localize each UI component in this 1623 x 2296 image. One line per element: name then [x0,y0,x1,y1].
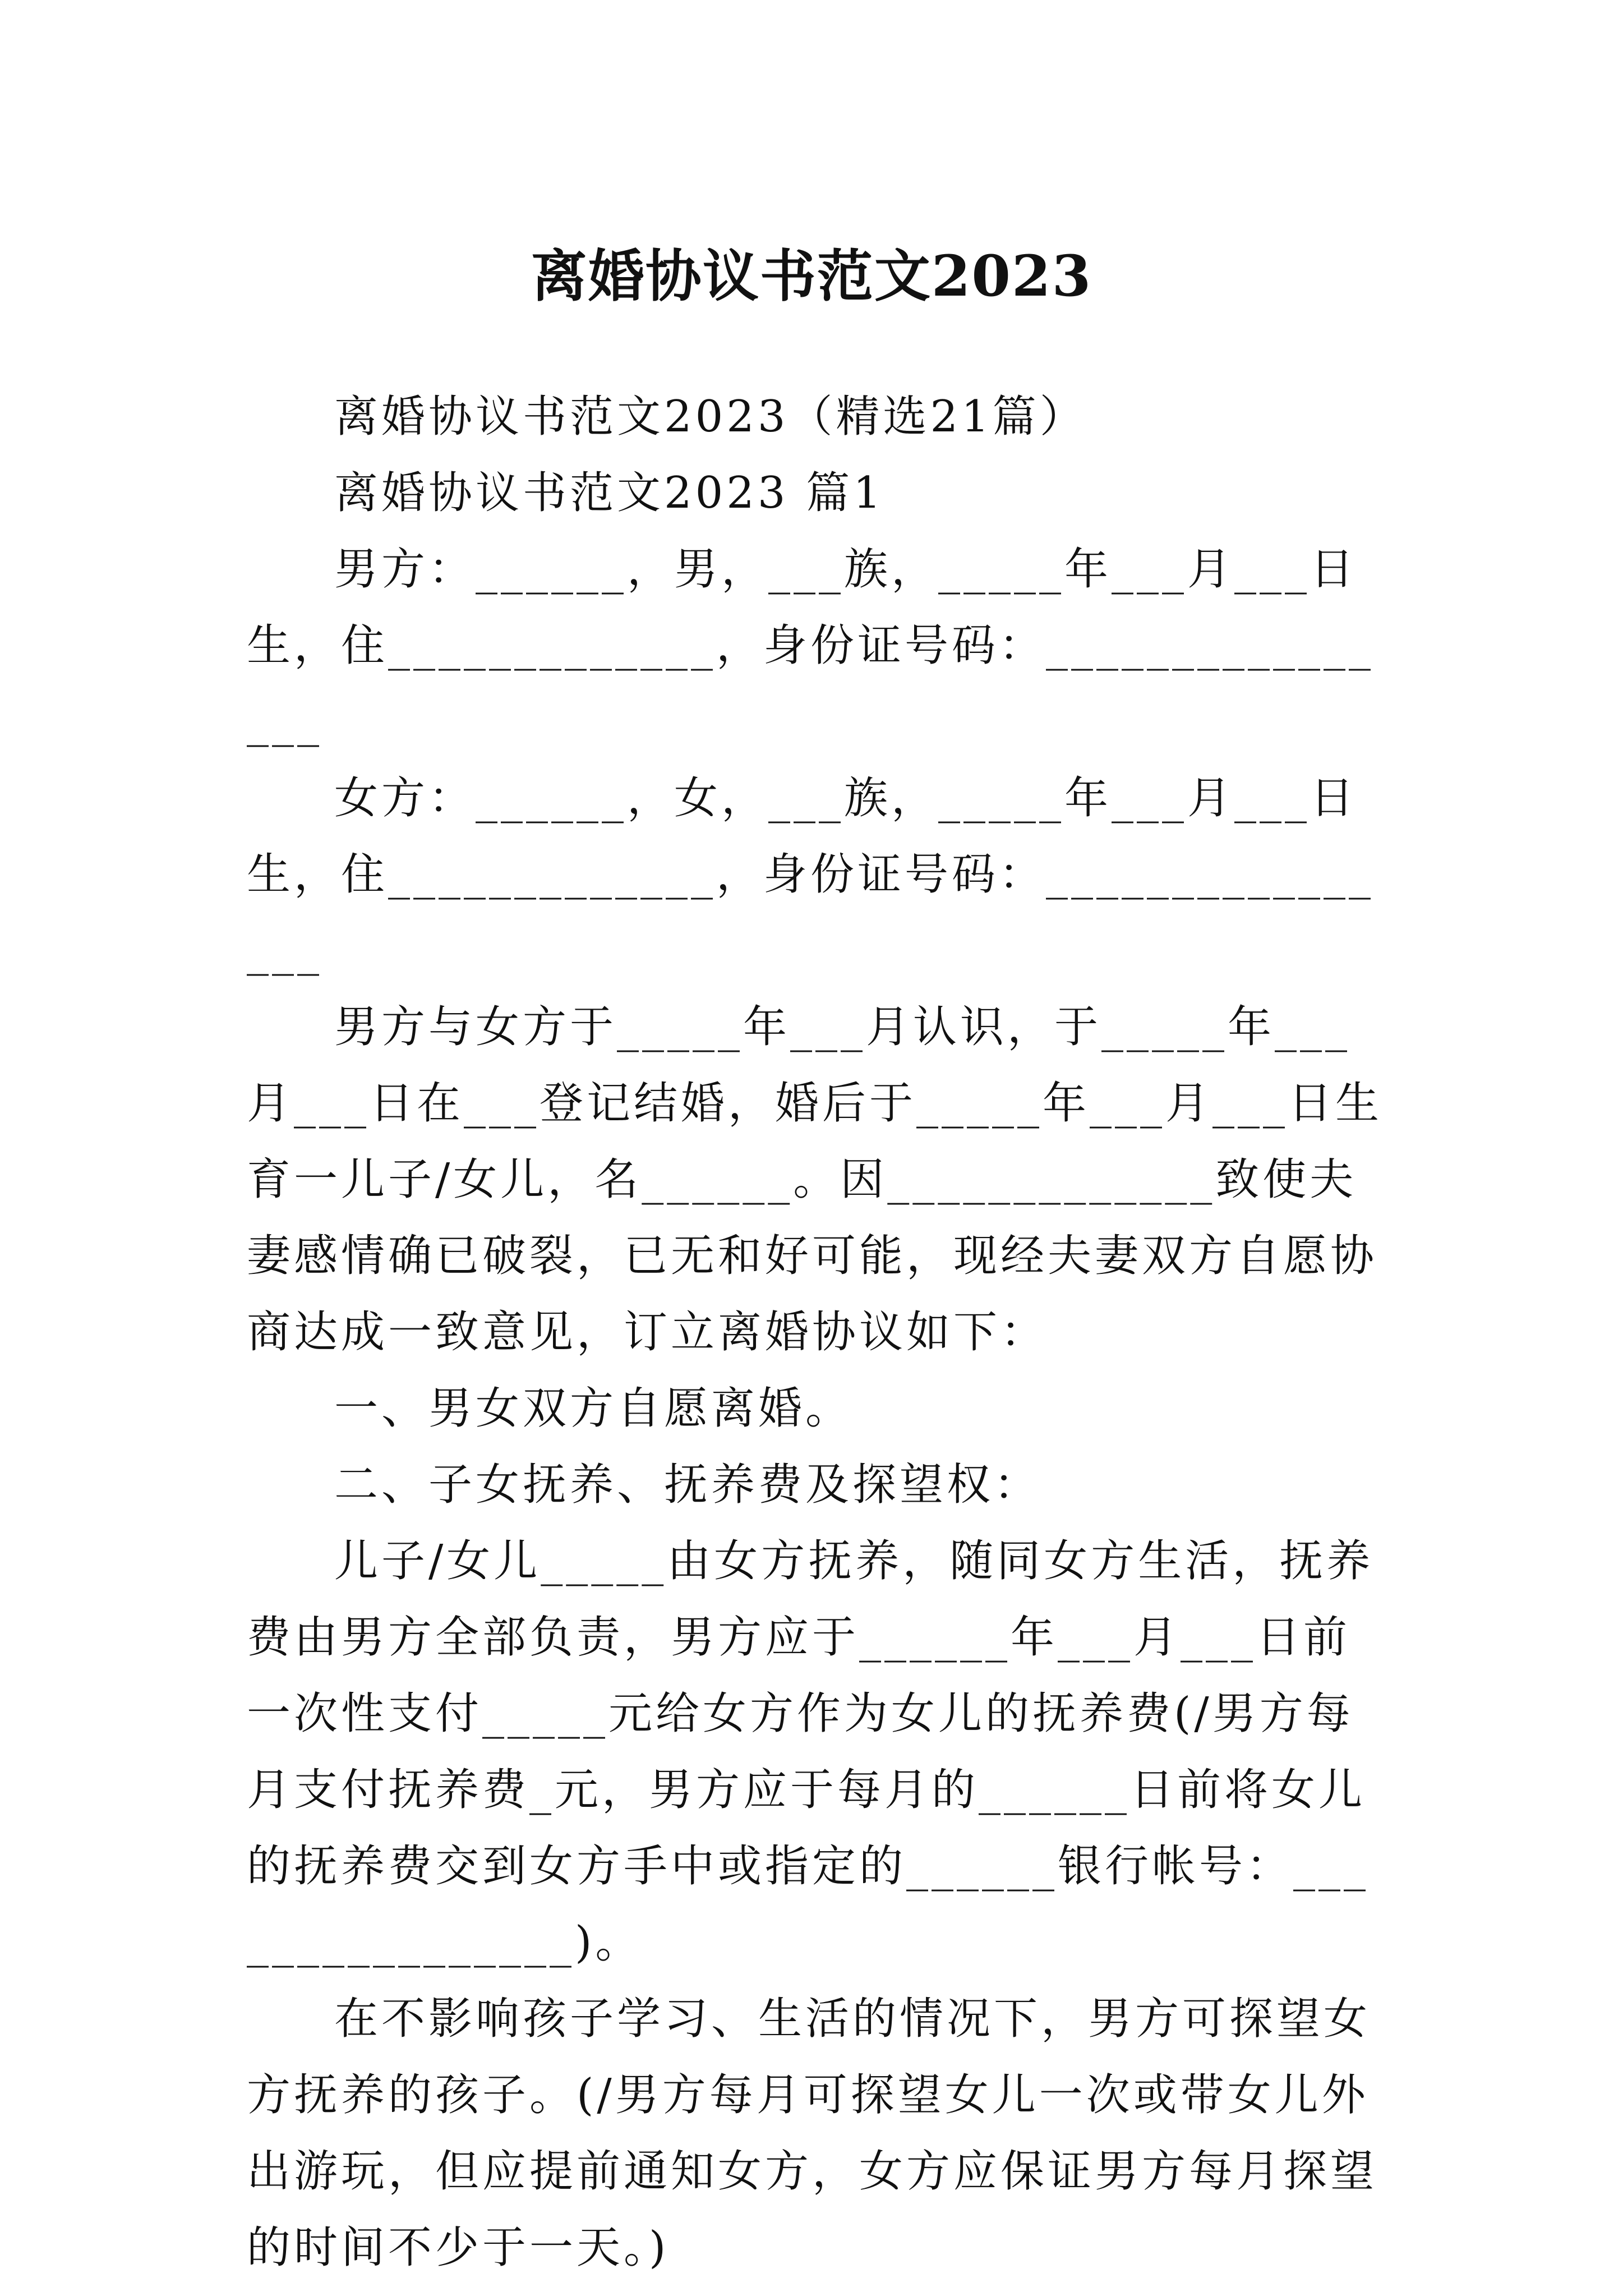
document-body [247,379,1385,2286]
marriage-history-paragraph: 男方与女方于_____年___月认识，于_____年___月___日在___登记结婚，婚后于_____年___月___日生育一儿子/女儿，名______。因_____________致使夫妻感情确已破裂，已无和好可能，现经夫妻双方自愿协商达成一致意见，订立离婚协议如下： [247,1002,1383,1358]
clause-two-heading: 二、子女抚养、抚养费及探望权： [334,1460,1041,1510]
subtitle-paragraph: 离婚协议书范文2023（精选21篇） [334,392,1087,442]
child-support-paragraph: 儿子/女儿_____由女方抚养，随同女方生活，抚养费由男方全部负责，男方应于______年___月___日前一次性支付_____元给女方作为女儿的抚养费(/男方每月支付抚养费_元，男方应于每月的______日前将女儿的抚养费交到女方手中或指定的______银行帐号：________________)。 [247,1536,1374,1968]
male-party-paragraph: 男方：______，男，___族，_____年___月___日生，住_____________，身份证号码：________________ [247,544,1375,747]
visitation-paragraph: 在不影响孩子学习、生活的情况下，男方可探望女方抚养的孩子。(/男方每月可探望女儿一次或带女儿外出游玩，但应提前通知女方，女方应保证男方每月探望的时间不少于一天。) [247,1994,1378,2273]
section-heading: 离婚协议书范文2023 篇1 [334,468,884,518]
female-party-paragraph: 女方：______，女，___族，_____年___月___日生，住_____________，身份证号码：________________ [247,773,1375,976]
clause-one-paragraph: 一、男女双方自愿离婚。 [334,1383,853,1434]
document-title: 离婚协议书范文2023 [531,243,1092,309]
